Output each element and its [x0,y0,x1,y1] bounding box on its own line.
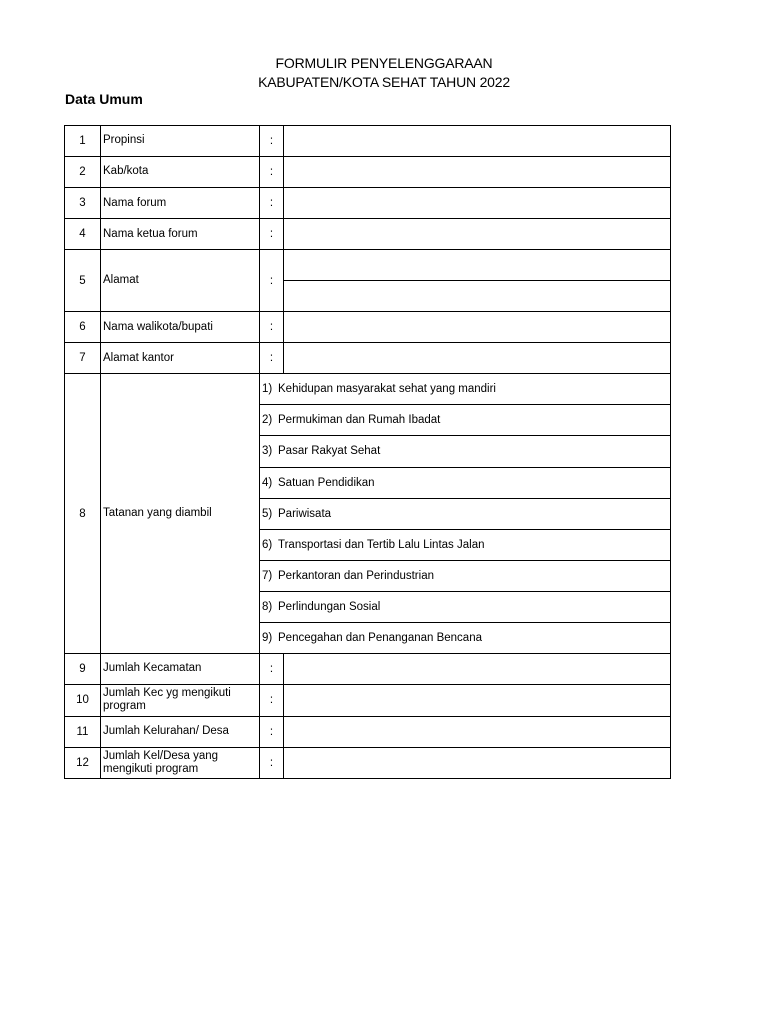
row-number: 3 [65,188,101,219]
row-label: Nama forum [101,188,260,219]
row-nama-forum [65,188,671,219]
tatanan-option[interactable] [260,622,671,653]
row-number: 1 [65,126,101,157]
option-text: Pariwisata [278,507,332,520]
option-number: 9) [262,631,273,644]
row-label: Propinsi [101,126,260,157]
row-colon: : [260,684,284,716]
row-number: 4 [65,219,101,250]
data-umum-table [64,125,671,779]
row-jumlah-kelurahan [65,716,671,747]
row-number: 5 [65,250,101,312]
jumlah-kelurahan-field[interactable] [284,716,671,747]
form-title-line-1: FORMULIR PENYELENGGARAAN [275,55,493,71]
tatanan-option[interactable] [260,529,671,560]
nama-ketua-forum-field[interactable] [284,219,671,250]
option-text: Perlindungan Sosial [278,600,381,613]
row-alamat-kantor [65,343,671,374]
alamat-kantor-field[interactable] [284,343,671,374]
row-colon: : [260,188,284,219]
option-text: Pasar Rakyat Sehat [278,445,381,458]
row-colon: : [260,716,284,747]
option-number: 6) [262,538,273,551]
row-colon: : [260,653,284,684]
jumlah-kecamatan-field[interactable] [284,653,671,684]
option-number: 8) [262,600,273,613]
jumlah-kec-program-field[interactable] [284,684,671,716]
option-text: Satuan Pendidikan [278,476,375,489]
alamat-line-1-field[interactable] [284,250,670,281]
tatanan-option[interactable] [260,467,671,498]
row-number: 6 [65,312,101,343]
option-number: 5) [262,507,273,520]
row-alamat [65,250,671,312]
tatanan-option[interactable] [260,591,671,622]
row-label: Jumlah Kel/Desa yang mengikuti program [101,747,260,778]
jumlah-kel-program-field[interactable] [284,747,671,778]
row-colon: : [260,250,284,312]
option-number: 4) [262,476,273,489]
row-number: 2 [65,157,101,188]
row-colon: : [260,312,284,343]
row-label: Nama walikota/bupati [101,312,260,343]
row-colon: : [260,219,284,250]
tatanan-option[interactable] [260,405,671,436]
alamat-line-2-field[interactable] [284,281,670,311]
row-label: Jumlah Kecamatan [101,653,260,684]
row-nama-ketua-forum [65,219,671,250]
option-number: 1) [262,383,273,396]
row-label: Kab/kota [101,157,260,188]
option-number: 3) [262,445,273,458]
option-number: 7) [262,569,273,582]
propinsi-field[interactable] [284,126,671,157]
row-label: Tatanan yang diambil [101,374,260,653]
row-tatanan [65,374,671,405]
kab-kota-field[interactable] [284,157,671,188]
row-label: Alamat kantor [101,343,260,374]
row-number: 8 [65,374,101,653]
row-jumlah-kec-program [65,684,671,716]
row-propinsi [65,126,671,157]
form-title-line-2: KABUPATEN/KOTA SEHAT TAHUN 2022 [258,74,510,90]
option-text: Permukiman dan Rumah Ibadat [278,414,441,427]
row-jumlah-kel-program [65,747,671,778]
row-label: Nama ketua forum [101,219,260,250]
option-text: Kehidupan masyarakat sehat yang mandiri [278,383,496,396]
option-text: Transportasi dan Tertib Lalu Lintas Jalan [278,538,485,551]
tatanan-option[interactable] [260,498,671,529]
row-label: Jumlah Kec yg mengikuti program [101,684,260,716]
row-colon: : [260,343,284,374]
row-nama-walikota [65,312,671,343]
row-label: Alamat [101,250,260,312]
nama-walikota-field[interactable] [284,312,671,343]
nama-forum-field[interactable] [284,188,671,219]
tatanan-option[interactable] [260,436,671,467]
row-number: 7 [65,343,101,374]
row-number: 11 [65,716,101,747]
option-text: Pencegahan dan Penanganan Bencana [278,631,482,644]
alamat-field [284,250,671,312]
option-text: Perkantoran dan Perindustrian [278,569,434,582]
row-number: 12 [65,747,101,778]
row-label: Jumlah Kelurahan/ Desa [101,716,260,747]
tatanan-option[interactable] [260,560,671,591]
row-colon: : [260,126,284,157]
section-title: Data Umum [65,91,143,107]
row-jumlah-kecamatan [65,653,671,684]
row-kab-kota [65,157,671,188]
row-colon: : [260,157,284,188]
row-number: 10 [65,684,101,716]
row-colon: : [260,747,284,778]
option-number: 2) [262,414,273,427]
row-number: 9 [65,653,101,684]
tatanan-option[interactable] [260,374,671,405]
